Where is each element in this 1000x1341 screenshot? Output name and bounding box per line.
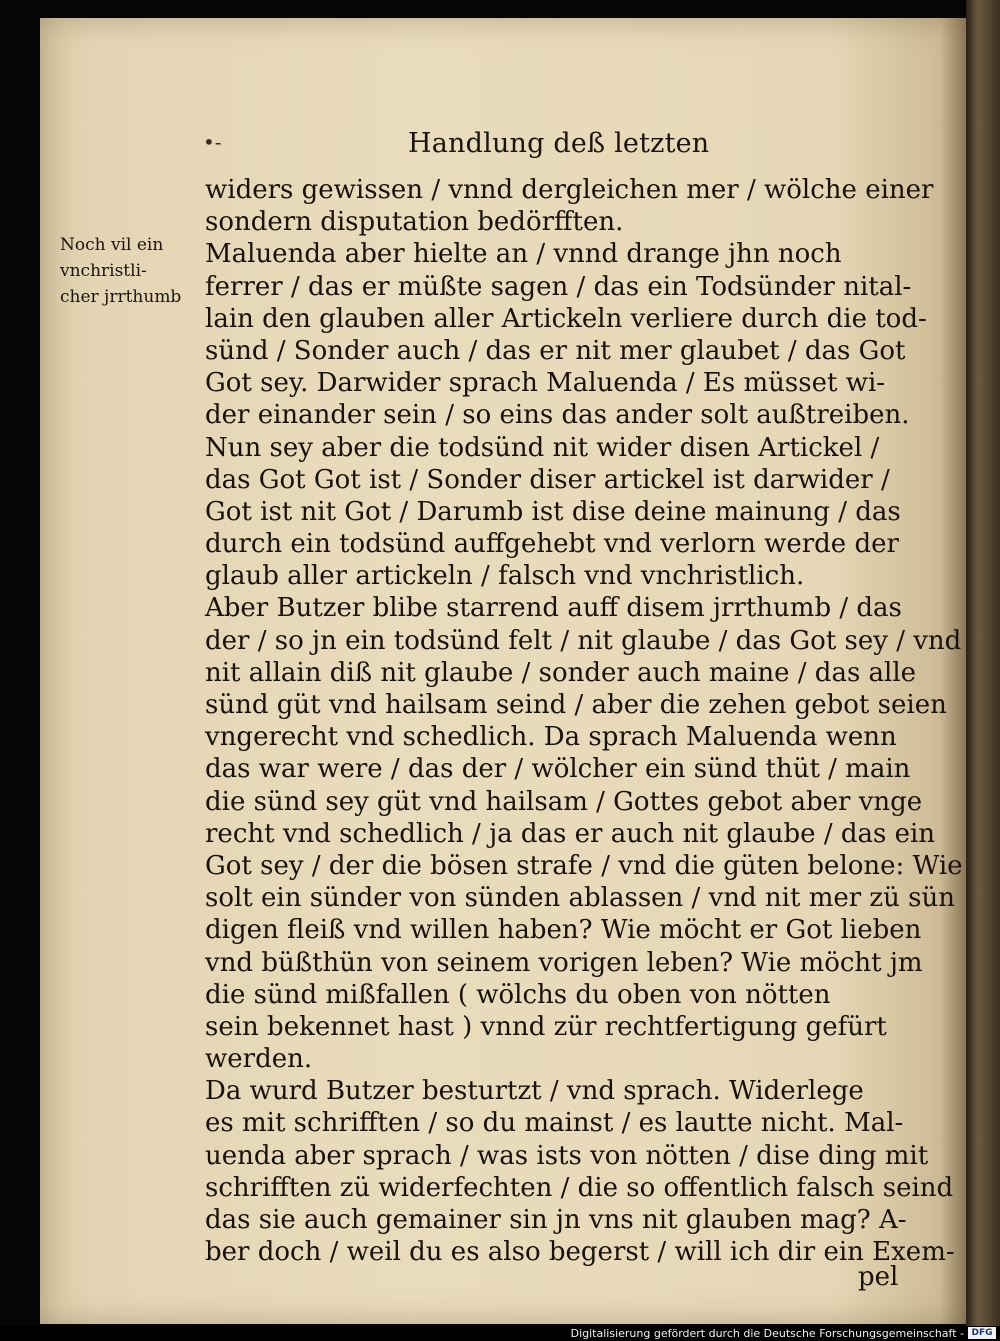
text-line: vngerecht vnd schedlich. Da sprach Maluenda wenn	[205, 722, 897, 753]
text-line: lain den glauben aller Artickeln verliere durch die tod-	[205, 303, 927, 334]
text-line: Aber Butzer blibe starrend auff disem jrrthumb / das	[205, 593, 902, 624]
text-line: solt ein sünder von sünden ablassen / vnd nit mer zü sün	[205, 883, 955, 914]
margin-note-line: cher jrrthumb	[60, 287, 182, 307]
dfg-logo: DFG	[968, 1327, 996, 1339]
text-line: Got sey / der die bösen strafe / vnd die güten belone: Wie	[205, 850, 963, 881]
text-line: der einander sein / so eins das ander solt außtreiben.	[205, 400, 910, 431]
margin-note	[60, 232, 200, 310]
text-line: vnd büßthün von seinem vorigen leben? Wie möcht jm	[205, 947, 923, 978]
digitization-credit: Digitalisierung gefördert durch die Deutsche Forschungsgemeinschaft -	[570, 1327, 964, 1340]
book-spine	[966, 0, 1000, 1328]
text-line: sünd güt vnd hailsam seind / aber die zehen gebot seien	[205, 690, 947, 720]
text-line: Maluenda aber hielte an / vnnd drange jhn noch	[205, 239, 842, 270]
text-line: sünd / Sonder auch / das er nit mer glaubet / das Got	[205, 335, 906, 366]
text-line: die sünd sey güt vnd hailsam / Gottes gebot aber vnge	[205, 786, 923, 817]
text-line: recht vnd schedlich / ja das er auch nit glaube / das ein	[205, 818, 936, 849]
text-line: ferrer / das er müßte sagen / das ein Todsünder nital-	[205, 271, 912, 302]
text-line: durch ein todsünd auffgehebt vnd verlorn werde der	[205, 529, 899, 560]
text-line: Da wurd Butzer besturtzt / vnd sprach. Widerlege	[205, 1076, 864, 1107]
text-line: werden.	[205, 1044, 313, 1075]
text-line: nit allain diß nit glaube / sonder auch maine / das alle	[205, 657, 917, 688]
text-line: sondern disputation bedörfften.	[205, 207, 624, 238]
text-line: schrifften zü widerfechten / die so offentlich falsch seind	[205, 1172, 954, 1203]
margin-note-line: Noch vil ein	[60, 235, 164, 255]
text-line: Got sey. Darwider sprach Maluenda / Es müsset wi-	[205, 368, 886, 399]
text-line: sein bekennet hast ) vnnd zür rechtfertigung gefürt	[205, 1011, 887, 1042]
text-line: widers gewissen / vnnd dergleichen mer / wölche einer	[205, 175, 934, 205]
text-line: Nun sey aber die todsünd nit wider disen Artickel /	[205, 432, 880, 463]
catchword: pel	[858, 1262, 899, 1292]
text-line: digen fleiß vnd willen haben? Wie möcht er Got lieben	[205, 915, 922, 946]
text-line: das Got Got ist / Sonder diser artickel ist darwider /	[205, 464, 890, 495]
text-line: glaub aller artickeln / falsch vnd vnchristlich.	[205, 561, 805, 592]
text-line: das sie auch gemainer sin jn vns nit glauben mag? A-	[205, 1205, 907, 1235]
text-line: das war were / das der / wölcher ein sünd thüt / main	[205, 754, 911, 785]
body-text	[205, 174, 963, 1268]
running-header: Handlung deß letzten	[408, 128, 710, 159]
text-line: die sünd mißfallen ( wölchs du oben von nötten	[205, 979, 831, 1010]
text-line: es mit schrifften / so du mainst / es lautte nicht. Mal-	[205, 1108, 904, 1139]
text-line: uenda aber sprach / was ists von nötten / dise ding mit	[205, 1140, 929, 1171]
header-mark: •-	[203, 130, 222, 154]
text-line: Got ist nit Got / Darumb ist dise deine mainung / das	[205, 496, 901, 527]
text-line: ber doch / weil du es also begerst / will ich dir ein Exem-	[205, 1237, 955, 1268]
margin-note-line: vnchristli-	[60, 261, 147, 281]
text-line: der / so jn ein todsünd felt / nit glaube / das Got sey / vnd	[205, 625, 962, 656]
